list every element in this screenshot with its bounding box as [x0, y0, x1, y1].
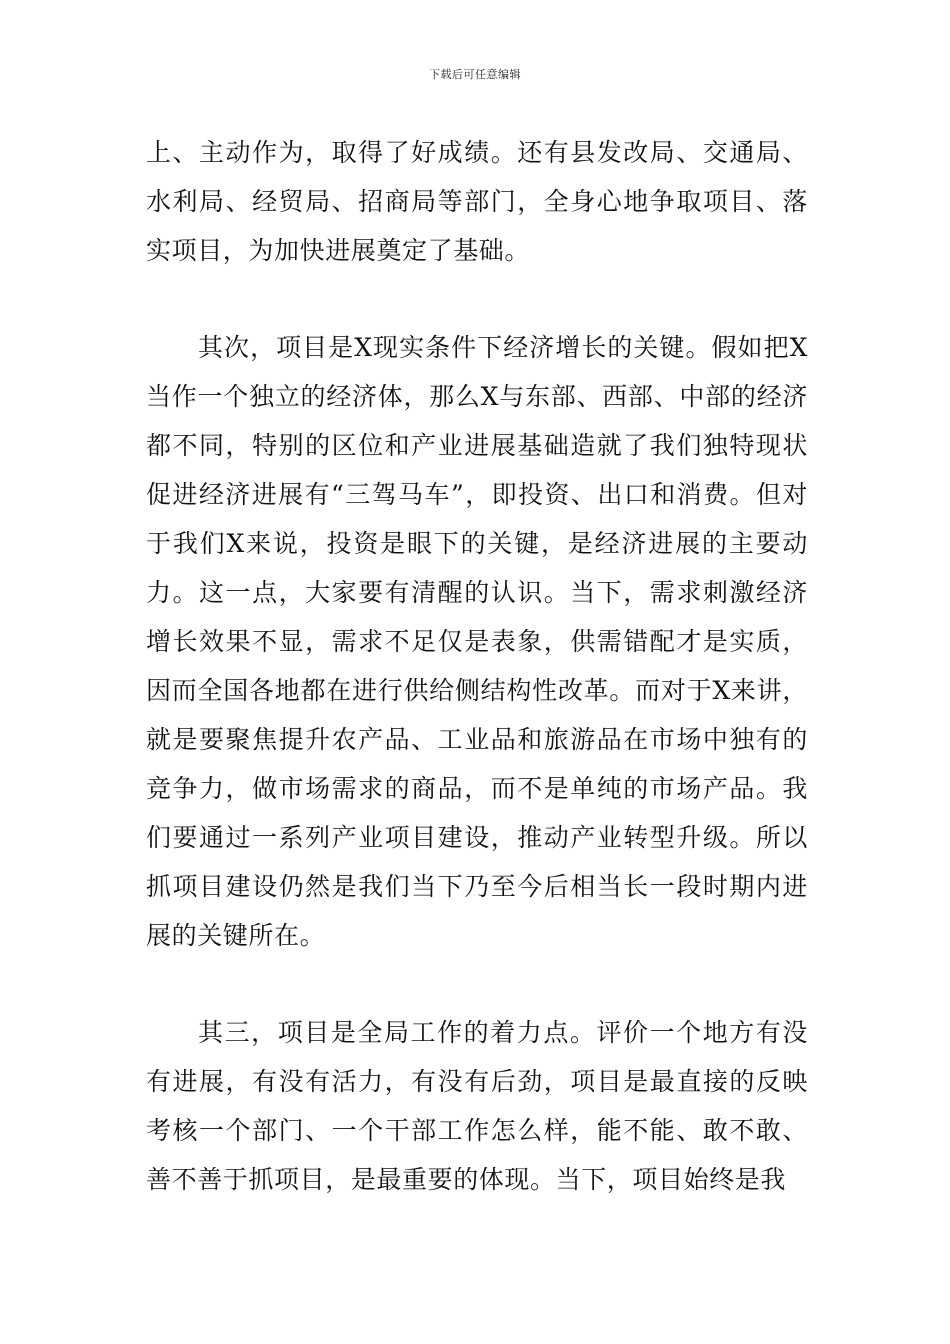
- page-header: 下载后可任意编辑: [429, 68, 521, 81]
- paragraph-gap: [146, 275, 808, 323]
- document-body: [146, 128, 808, 1204]
- paragraph-gap: [146, 960, 808, 1008]
- paragraph-3: 其三，项目是全局工作的着力点。评价一个地方有没有进展，有没有活力，有没有后劲，项目是最直接的反映考核一个部门、一个干部工作怎么样，能不能、敢不敢、善不善于抓项目，是最重要的体现。当下，项目始终是我: [146, 1018, 808, 1194]
- paragraph-1: 上、主动作为，取得了好成绩。还有县发改局、交通局、水利局、经贸局、招商局等部门，全身心地争取项目、落实项目，为加快进展奠定了基础。: [146, 138, 808, 265]
- paragraph-2: 其次，项目是X现实条件下经济增长的关键。假如把X当作一个独立的经济体，那么X与东部、西部、中部的经济都不同，特别的区位和产业进展基础造就了我们独特现状促进经济进展有“三驾马车”，即投资、出口和消费。但对于我们X来说，投资是眼下的关键，是经济进展的主要动力。这一点，大家要有清醒的认识。当下，需求刺激经济增长效果不显，需求不足仅是表象，供需错配才是实质，因而全国各地都在进行供给侧结构性改革。而对于X来讲，就是要聚焦提升农产品、工业品和旅游品在市场中独有的竞争力，做市场需求的商品，而不是单纯的市场产品。我们要通过一系列产业项目建设，推动产业转型升级。所以抓项目建设仍然是我们当下乃至今后相当长一段时期内进展的关键所在。: [146, 333, 808, 950]
